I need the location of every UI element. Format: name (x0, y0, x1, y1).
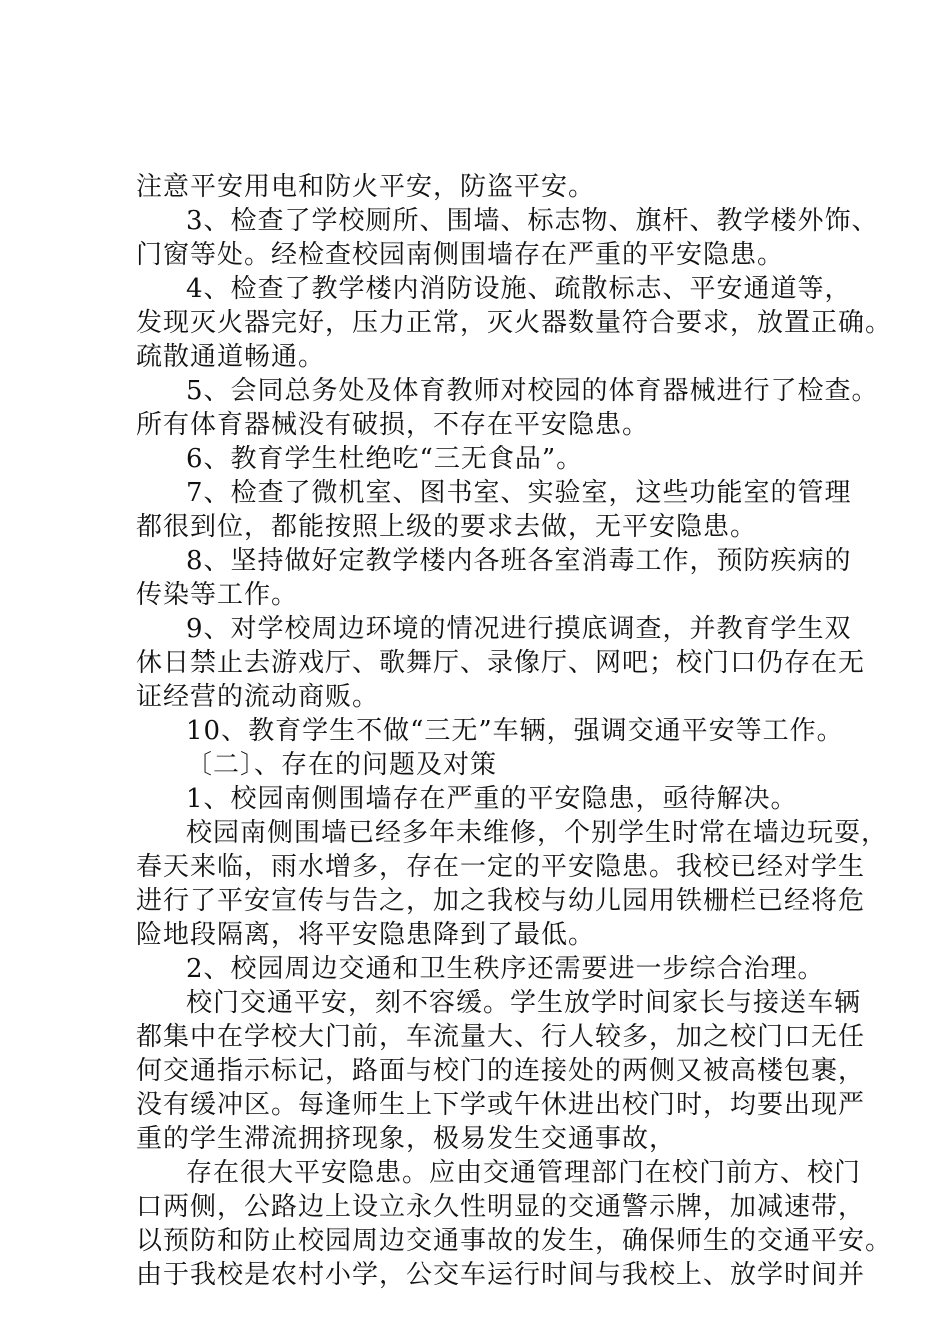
text-line: 所有体育器械没有破损，不存在平安隐患。 (136, 410, 650, 440)
text-line: 3、检查了学校厕所、围墙、标志物、旗杆、教学楼外饰、 (186, 206, 879, 236)
text-line: 10、教育学生不做“三无”车辆，强调交通平安等工作。 (186, 716, 844, 746)
text-line: 由于我校是农村小学，公交车运行时间与我校上、放学时间并 (136, 1260, 866, 1290)
text-line: 重的学生滞流拥挤现象，极易发生交通事故， (136, 1124, 677, 1154)
text-line: 何交通指示标记，路面与校门的连接处的两侧又被高楼包裹， (136, 1056, 866, 1086)
text-line: 校门交通平安，刻不容缓。学生放学时间家长与接送车辆 (186, 988, 862, 1018)
text-line: 春天来临，雨水增多，存在一定的平安隐患。我校已经对学生 (136, 852, 866, 882)
text-line: 证经营的流动商贩。 (136, 682, 380, 712)
text-line: 8、坚持做好定教学楼内各班各室消毒工作，预防疾病的 (186, 546, 852, 576)
text-line: 5、会同总务处及体育教师对校园的体育器械进行了检查。 (186, 376, 879, 406)
text-line: 险地段隔离，将平安隐患降到了最低。 (136, 920, 596, 950)
text-line: 发现灭火器完好，压力正常，灭火器数量符合要求，放置正确。 (136, 308, 893, 338)
text-line: 〔二〕、存在的问题及对策 (186, 750, 498, 780)
text-line: 进行了平安宣传与告之，加之我校与幼儿园用铁栅栏已经将危 (136, 886, 866, 916)
text-line: 疏散通道畅通。 (136, 342, 326, 372)
text-line: 门窗等处。经检查校园南侧围墙存在严重的平安隐患。 (136, 240, 785, 270)
text-line: 6、教育学生杜绝吃“三无食品”。 (186, 444, 584, 474)
text-line: 传染等工作。 (136, 580, 299, 610)
document-body (136, 170, 893, 1292)
text-line: 口两侧，公路边上设立永久性明显的交通警示牌，加减速带， (136, 1192, 866, 1222)
text-line: 2、校园周边交通和卫生秩序还需要进一步综合治理。 (186, 954, 825, 984)
text-line: 休日禁止去游戏厅、歌舞厅、录像厅、网吧；校门口仍存在无 (136, 648, 866, 678)
text-line: 都集中在学校大门前，车流量大、行人较多，加之校门口无任 (136, 1022, 866, 1052)
text-line: 存在很大平安隐患。应由交通管理部门在校门前方、校门 (186, 1158, 862, 1188)
text-line: 校园南侧围墙已经多年未维修，个别学生时常在墙边玩耍， (186, 818, 889, 848)
text-line: 以预防和防止校园周边交通事故的发生，确保师生的交通平安。 (136, 1226, 893, 1256)
text-line: 4、检查了教学楼内消防设施、疏散标志、平安通道等， (186, 274, 852, 304)
text-line: 9、对学校周边环境的情况进行摸底调查，并教育学生双 (186, 614, 852, 644)
text-line: 7、检查了微机室、图书室、实验室，这些功能室的管理 (186, 478, 852, 508)
text-line: 注意平安用电和防火平安，防盗平安。 (136, 172, 596, 202)
text-line: 都很到位，都能按照上级的要求去做，无平安隐患。 (136, 512, 758, 542)
text-line: 没有缓冲区。每逢师生上下学或午休进出校门时，均要出现严 (136, 1090, 866, 1120)
text-line: 1、校园南侧围墙存在严重的平安隐患，亟待解决。 (186, 784, 798, 814)
